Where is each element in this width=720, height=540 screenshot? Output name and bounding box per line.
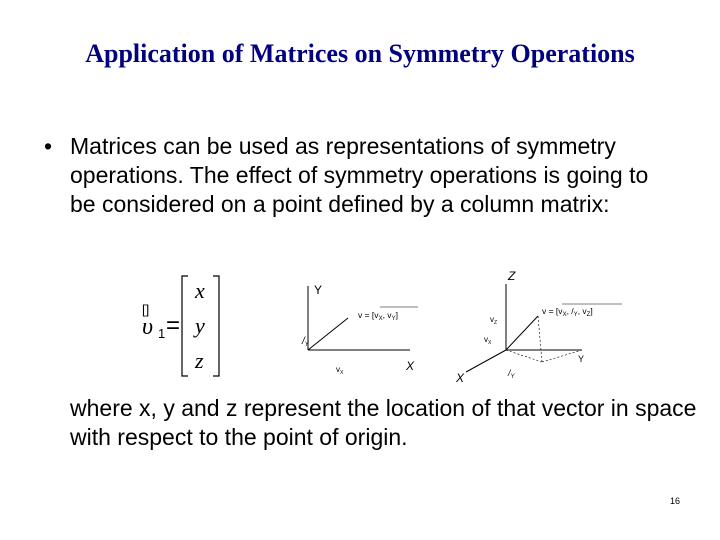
page-number: 16 [669, 496, 680, 506]
vector-arrow [308, 318, 348, 350]
projection-line-1 [506, 350, 542, 362]
lhs-symbol: υ [142, 314, 154, 340]
component-x-label: $v_X$ [336, 365, 344, 376]
bullet-marker: • [44, 133, 53, 159]
vector-diagram-3d [450, 266, 630, 390]
matrix-entry-x: x [195, 278, 205, 303]
component-x-label-3d: $v_X$ [484, 335, 492, 346]
matrix-entry-z: z [195, 348, 204, 373]
axis-label-y: Y [314, 283, 323, 297]
axis-label-z: Z [508, 269, 516, 283]
continuation-text: where x, y and z represent the location of that vector in space with respect to the point of origin. [70, 395, 697, 450]
bullet-text: Matrices can be used as representations of symmetry operations. The effect of symmetry operations is going to be considered on a point defined by a column matrix: [70, 133, 649, 217]
vector-label-3d: $v = [v_X$, $/_Y$, $v_Z$] [542, 306, 593, 318]
matrix-entry-y: y [195, 313, 205, 338]
matrix-right-bracket [213, 276, 219, 376]
projection-line-3 [538, 316, 542, 362]
component-y-label: $/_Y$ [302, 336, 309, 348]
projection-line-2 [542, 350, 585, 364]
vector-diagram-2d [290, 278, 440, 388]
equals-sign: = [166, 312, 181, 339]
vector-label: $v = [v_X$, $v_Y$] [358, 310, 398, 322]
lhs-subscript: 1 [158, 326, 166, 341]
axis-label-y-3d: Y [578, 354, 585, 364]
component-z-label: $v_Z$ [490, 315, 498, 326]
axis-label-x: X [406, 359, 415, 373]
x-axis-line-3d [466, 350, 506, 372]
component-y-label-3d: $/_Y$ [508, 368, 515, 380]
vector-arrow-3d [506, 316, 538, 350]
axis-label-x-3d: X [456, 371, 465, 385]
lhs-bracket-glyph: [] [142, 302, 150, 317]
slide-title: Application of Matrices on Symmetry Operations [85, 39, 635, 68]
matrix-left-bracket [182, 276, 188, 376]
column-matrix-equation [138, 270, 230, 382]
